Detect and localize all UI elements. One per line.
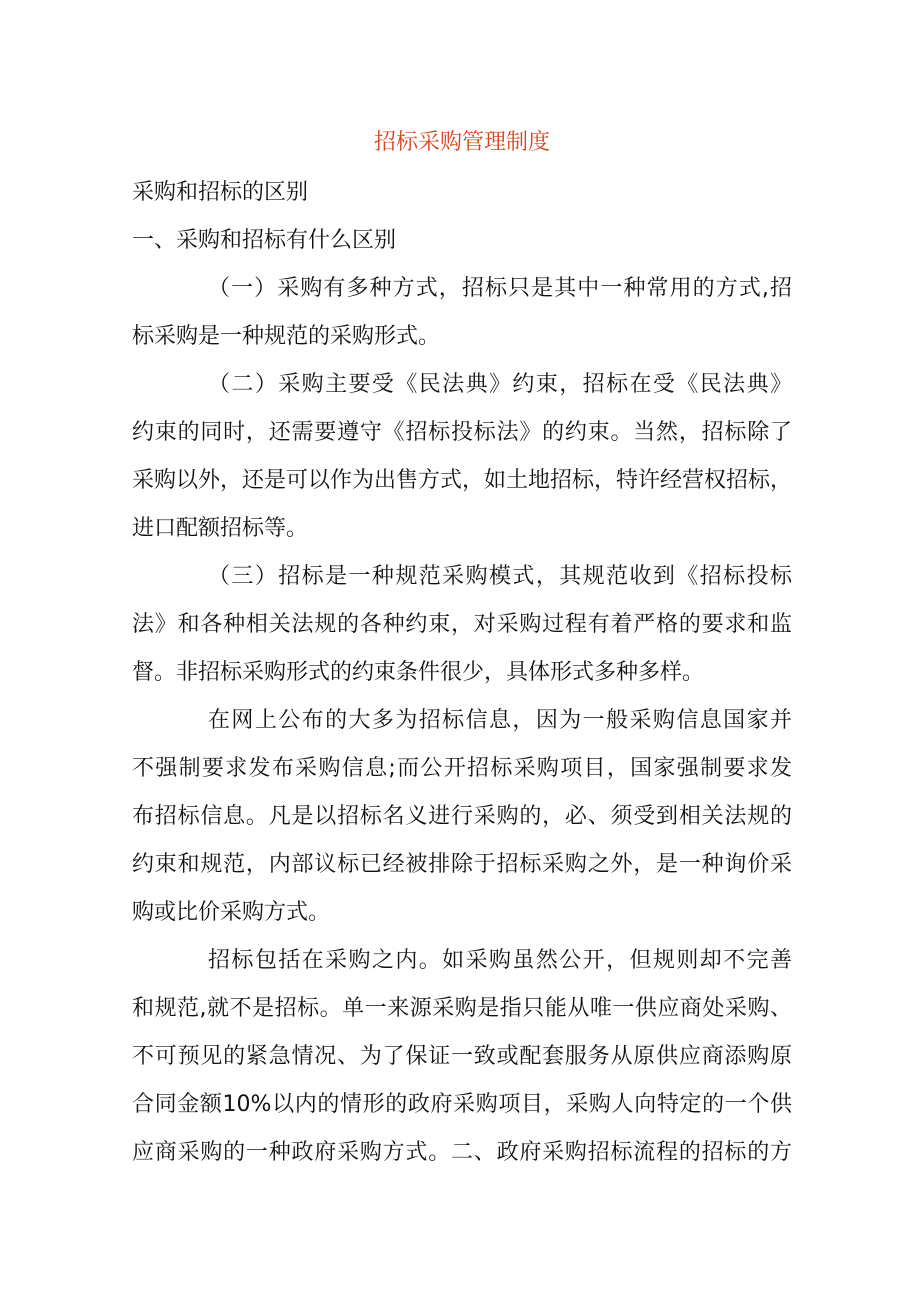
paragraph-line: 采购以外，还是可以作为出售方式，如土地招标，特许经营权招标，: [132, 468, 793, 493]
paragraph-line: 法》和各种相关法规的各种约束，对采购过程有着严格的要求和监: [132, 612, 792, 637]
paragraph-line: （二）采购主要受《民法典》约束，招标在受《民法典》: [208, 372, 792, 397]
paragraph-3: [132, 553, 792, 697]
subsection-heading: 一、采购和招标有什么区别: [132, 228, 397, 253]
paragraph-line: 和规范,就不是招标。单一来源采购是指只能从唯一供应商处采购、: [132, 996, 792, 1021]
document-title: 招标采购管理制度: [373, 130, 550, 155]
paragraph-line: 约束的同时，还需要遵守《招标投标法》的约束。当然，招标除了: [132, 420, 792, 445]
paragraph-line: 不强制要求发布采购信息;而公开招标采购项目，国家强制要求发: [132, 756, 792, 781]
paragraph-line: 标采购是一种规范的采购形式。: [132, 324, 441, 349]
paragraph-1: [132, 265, 792, 361]
paragraph-line: 应商采购的一种政府采购方式。二、政府采购招标流程的招标的方: [132, 1140, 792, 1165]
paragraph-line: （一）采购有多种方式，招标只是其中一种常用的方式,招: [208, 276, 792, 301]
paragraph-line: 在网上公布的大多为招标信息，因为一般采购信息国家并: [208, 708, 792, 733]
paragraph-line: （三）招标是一种规范采购模式，其规范收到《招标投标: [208, 564, 792, 589]
paragraph-line: 合同金额10%以内的情形的政府采购项目，采购人向特定的一个供: [132, 1092, 792, 1117]
paragraph-line: 进口配额招标等。: [132, 516, 309, 541]
paragraph-5: [132, 937, 792, 1177]
paragraph-line: 督。非招标采购形式的约束条件很少，具体形式多种多样。: [132, 660, 705, 685]
paragraph-4: [132, 697, 792, 937]
paragraph-line: 不可预见的紧急情况、为了保证一致或配套服务从原供应商添购原: [132, 1044, 792, 1069]
section-heading: 采购和招标的区别: [132, 180, 309, 205]
paragraph-line: 招标包括在采购之内。如采购虽然公开，但规则却不完善: [208, 948, 792, 973]
paragraph-line: 约束和规范，内部议标已经被排除于招标采购之外，是一种询价采: [132, 852, 792, 877]
paragraph-line: 购或比价采购方式。: [132, 900, 331, 925]
paragraph-line: 布招标信息。凡是以招标名义进行采购的，必、须受到相关法规的: [132, 804, 792, 829]
paragraph-2: [132, 361, 792, 553]
